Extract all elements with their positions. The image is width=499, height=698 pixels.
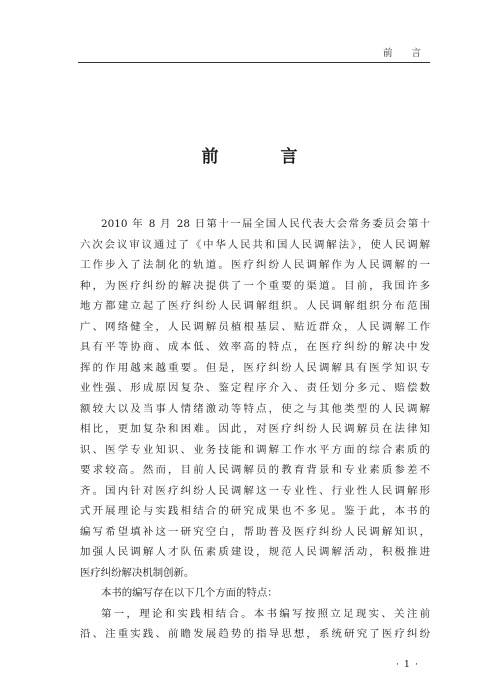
running-header: 前 言 [382, 48, 429, 59]
text-line: 识、医学专业知识、业务技能和调解工作水平方面的综合素质的 [80, 443, 430, 456]
text-line: 第一，理论和实践相结合。本书编写按照立足现实、关注前 [101, 607, 430, 620]
text-line: 式开展理论与实践相结合的研究成果也不多见。鉴于此，本书的 [80, 505, 430, 517]
header-rule [78, 62, 430, 63]
text-line: 加强人民调解人才队伍素质建设，规范人民调解活动，积极推进 [80, 546, 430, 558]
text-line: 工作步入了法制化的轨道。医疗纠纷人民调解作为人民调解的一 [80, 259, 430, 271]
text-line: 沿、注重实践、前瞻发展趋势的指导思想，系统研究了医疗纠纷 [80, 628, 430, 640]
text-line: 六次会议审议通过了《中华人民共和国人民调解法》，使人民调解 [80, 238, 430, 251]
page-number: · 1 · [395, 659, 419, 670]
body-text [80, 214, 430, 645]
text-line: 额较大以及当事人情绪激动等特点，使之与其他类型的人民调解 [80, 402, 430, 415]
text-line: 本书的编写存在以下几个方面的特点： [101, 587, 278, 599]
text-line: 医疗纠纷解决机制创新。 [80, 566, 195, 579]
text-line: 业性强、形成原因复杂、鉴定程序介入、责任划分多元、赔偿数 [80, 382, 430, 394]
page-title: 前 言 [201, 147, 326, 167]
text-line: 地方都建立起了医疗纠纷人民调解组织。人民调解组织分布范围 [80, 300, 430, 312]
text-line: 齐。国内针对医疗纠纷人民调解这一专业性、行业性人民调解形 [80, 484, 430, 497]
text-line: 挥的作用越来越重要。但是，医疗纠纷人民调解具有医学知识专 [80, 361, 430, 374]
text-line: 相比，更加复杂和困难。因此，对医疗纠纷人民调解员在法律知 [80, 423, 430, 435]
text-line: 种，为医疗纠纷的解决提供了一个重要的渠道。目前，我国许多 [80, 279, 430, 292]
text-line: 具有平等协商、成本低、效率高的特点，在医疗纠纷的解决中发 [80, 341, 430, 353]
text-line: 要求较高。然而，目前人民调解员的教育背景和专业素质参差不 [80, 464, 430, 476]
text-line: 广、网络健全，人民调解员植根基层、贴近群众，人民调解工作 [80, 320, 430, 333]
text-line: 编写希望填补这一研究空白，帮助普及医疗纠纷人民调解知识， [80, 525, 430, 538]
text-line: 2010 年 8 月 28 日第十一届全国人民代表大会常务委员会第十 [101, 218, 430, 230]
